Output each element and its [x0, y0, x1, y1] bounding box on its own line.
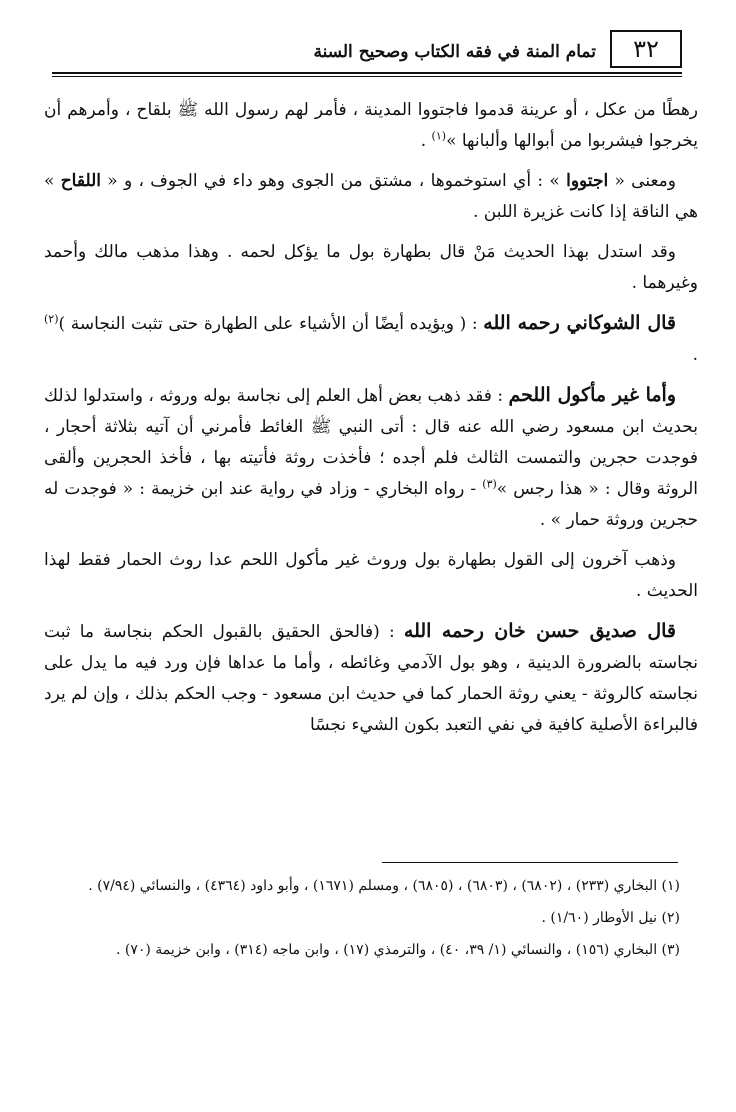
footnote-ref-1: (١)	[431, 129, 447, 143]
lead-siddiq-hasan-khan: قال صديق حسن خان رحمه الله	[403, 620, 676, 642]
footnote-3: (٣) البخاري (١٥٦) ، والنسائي (١/ ٣٩، ٤٠) ، والترمذي (١٧) ، وابن ماجه (٣١٤) ، وابن خزيمة (٧٠) .	[115, 942, 680, 958]
paragraph-hadith-ending: رهطًا من عكل ، أو عرينة قدموا فاجتووا المدينة ، فأمر لهم رسول الله ﷺ بلقاح ، وأمرهم أن يخرجوا فيشربوا من أبوالها وألبانها »$^{(١)}$ .	[44, 100, 698, 151]
paragraph-shawkani: قال الشوكاني رحمه الله : ( ويؤيده أيضًا أن الأشياء على الطهارة حتى تثبت النجاسة )$^{(٢)}$ .	[44, 312, 698, 365]
term-liqah: اللقاح	[60, 171, 101, 191]
header-rule-thin	[52, 76, 682, 77]
running-title: تمام المنة في فقه الكتاب وصحيح السنة	[313, 42, 596, 62]
page-header	[52, 30, 682, 78]
footnotes	[60, 872, 680, 968]
lead-shawkani: قال الشوكاني رحمه الله	[483, 312, 676, 334]
body-text	[44, 95, 698, 750]
paragraph-ghayr-makool: وأما غير مأكول اللحم : فقد ذهب بعض أهل العلم إلى نجاسة بوله وروثه ، واستدلوا لذلك بحديث ابن مسعود رضي الله عنه قال : أتى النبي ﷺ الغائط فأمرني أن آتيه بثلاثة أحجار ، فوجدت حجرين والتمست الثالث فلم أجده ؛ فأخذت روثة فأتيته بها ، فأخذ الحجرين وألقى الروثة وقال : « هذا رجس »$^{(٣)}$ - رواه البخاري - وزاد في رواية عند ابن خزيمة : « فوجدت له حجرين وروثة حمار » .	[44, 384, 698, 530]
paragraph-meaning: ومعنى « اجتووا » : أي استوخموها ، مشتق من الجوى وهو داء في الجوف ، و « اللقاح » هي الناقة إذا كانت غزيرة اللبن .	[44, 171, 698, 222]
lead-ghayr-makool: وأما غير مأكول اللحم	[508, 384, 676, 406]
paragraph-istidlal: وقد استدل بهذا الحديث مَنْ قال بطهارة بول ما يؤكل لحمه . وهذا مذهب مالك وأحمد وغيرهما .	[44, 242, 698, 293]
footnote-ref-2: (٢)	[44, 312, 59, 326]
footnote-2: (٢) نيل الأوطار (١/٦٠) .	[541, 910, 680, 926]
header-rule	[52, 72, 682, 74]
term-ijtawaw: اجتووا	[566, 171, 609, 191]
footnote-ref-3: (٣)	[482, 477, 497, 491]
page-number: ٣٢	[610, 30, 682, 68]
paragraph-akharun: وذهب آخرون إلى القول بطهارة بول وروث غير مأكول اللحم عدا روث الحمار فقط لهذا الحديث .	[44, 550, 698, 601]
paragraph-siddiq-hasan-khan: قال صديق حسن خان رحمه الله : (فالحق الحقيق بالقبول الحكم بنجاسة ما ثبت نجاسته بالضرورة الدينية ، وهو بول الآدمي وغائطه ، وأما ما عداها فإن ورد فيه ما يدل على نجاسته كالروثة - يعني روثة الحمار كما في حديث ابن مسعود - وجب الحكم بذلك ، وإن لم يرد فالبراءة الأصلية كافية في نفي التعبد بكون الشيء نجسًا	[44, 620, 698, 735]
footnote-1: (١) البخاري (٢٣٣) ، (٦٨٠٢) ، (٦٨٠٣) ، (٦٨٠٥) ، ومسلم (١٦٧١) ، وأبو داود (٤٣٦٤) ، والنسائي (٧/٩٤) .	[88, 878, 680, 894]
footnote-separator	[382, 862, 678, 863]
